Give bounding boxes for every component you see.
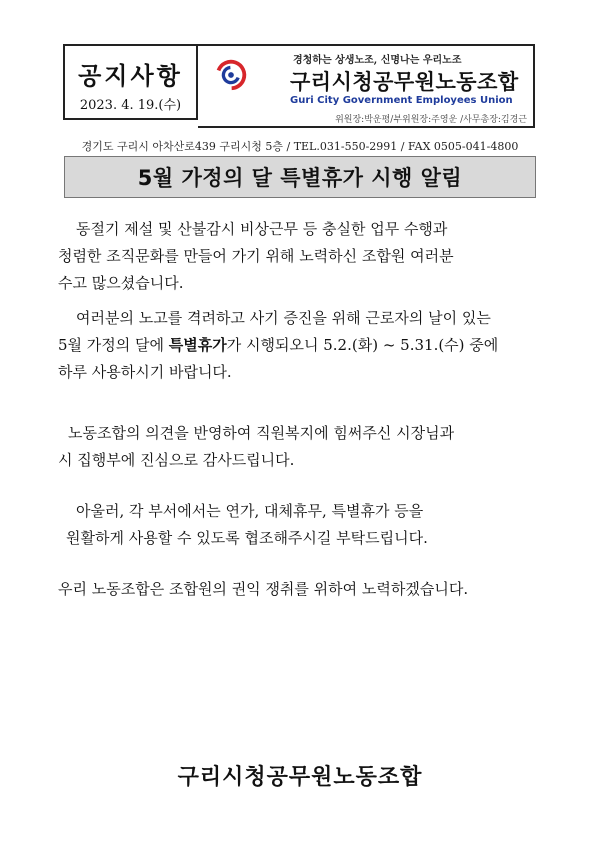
body-line: 원활하게 사용할 수 있도록 협조해주시길 부탁드립니다. bbox=[66, 529, 428, 547]
notice-title: 공지사항 bbox=[78, 62, 183, 90]
notice-date: 2023. 4. 19.(수) bbox=[79, 98, 182, 113]
body-line: 시 집행부에 진심으로 감사드립니다. bbox=[58, 451, 295, 469]
body-line: 청렴한 조직문화를 만들어 가기 위해 노력하신 조합원 여러분 bbox=[58, 247, 454, 265]
org-header bbox=[198, 44, 535, 128]
org-officers: 위원장:박운평/부위원장:주영운 /사무총장:김경근 bbox=[335, 115, 527, 125]
org-name-english: Guri City Government Employees Union bbox=[290, 95, 513, 106]
body-line: 여러분의 노고를 격려하고 사기 증진을 위해 근로자의 날이 있는 bbox=[76, 309, 491, 327]
notice-box bbox=[63, 44, 198, 120]
org-name: 구리시청공무원노동조합 bbox=[290, 70, 519, 94]
body-line bbox=[58, 334, 498, 355]
body-line: 아울러, 각 부서에서는 연가, 대체휴무, 특별휴가 등을 bbox=[76, 502, 424, 520]
address-line: 경기도 구리시 아차산로439 구리시청 5층 / TEL.031-550-2991 / FAX 0505-041-4800 bbox=[81, 140, 519, 153]
title-bar bbox=[64, 156, 536, 198]
body-text: 5월 가정의 달에 bbox=[58, 336, 169, 354]
body-line: 수고 많으셨습니다. bbox=[58, 274, 184, 292]
document-title: 5월 가정의 달 특별휴가 시행 알림 bbox=[137, 166, 463, 190]
body-line: 우리 노동조합은 조합원의 권익 쟁취를 위하여 노력하겠습니다. bbox=[58, 580, 469, 598]
highlight-special-leave: 특별휴가 bbox=[168, 336, 227, 354]
org-slogan: 경청하는 상생노조, 신명나는 우리노조 bbox=[293, 55, 462, 66]
union-logo-icon bbox=[212, 56, 250, 94]
body-line: 동절기 제설 및 산불감시 비상근무 등 충실한 업무 수행과 bbox=[76, 220, 448, 238]
body-line: 노동조합의 의견을 반영하여 직원복지에 힘써주신 시장님과 bbox=[68, 424, 455, 442]
footer-org-name: 구리시청공무원노동조합 bbox=[177, 765, 423, 790]
body-line: 하루 사용하시기 바랍니다. bbox=[58, 363, 232, 381]
body-text: 가 시행되오니 5.2.(화) ~ 5.31.(수) 중에 bbox=[226, 336, 499, 354]
